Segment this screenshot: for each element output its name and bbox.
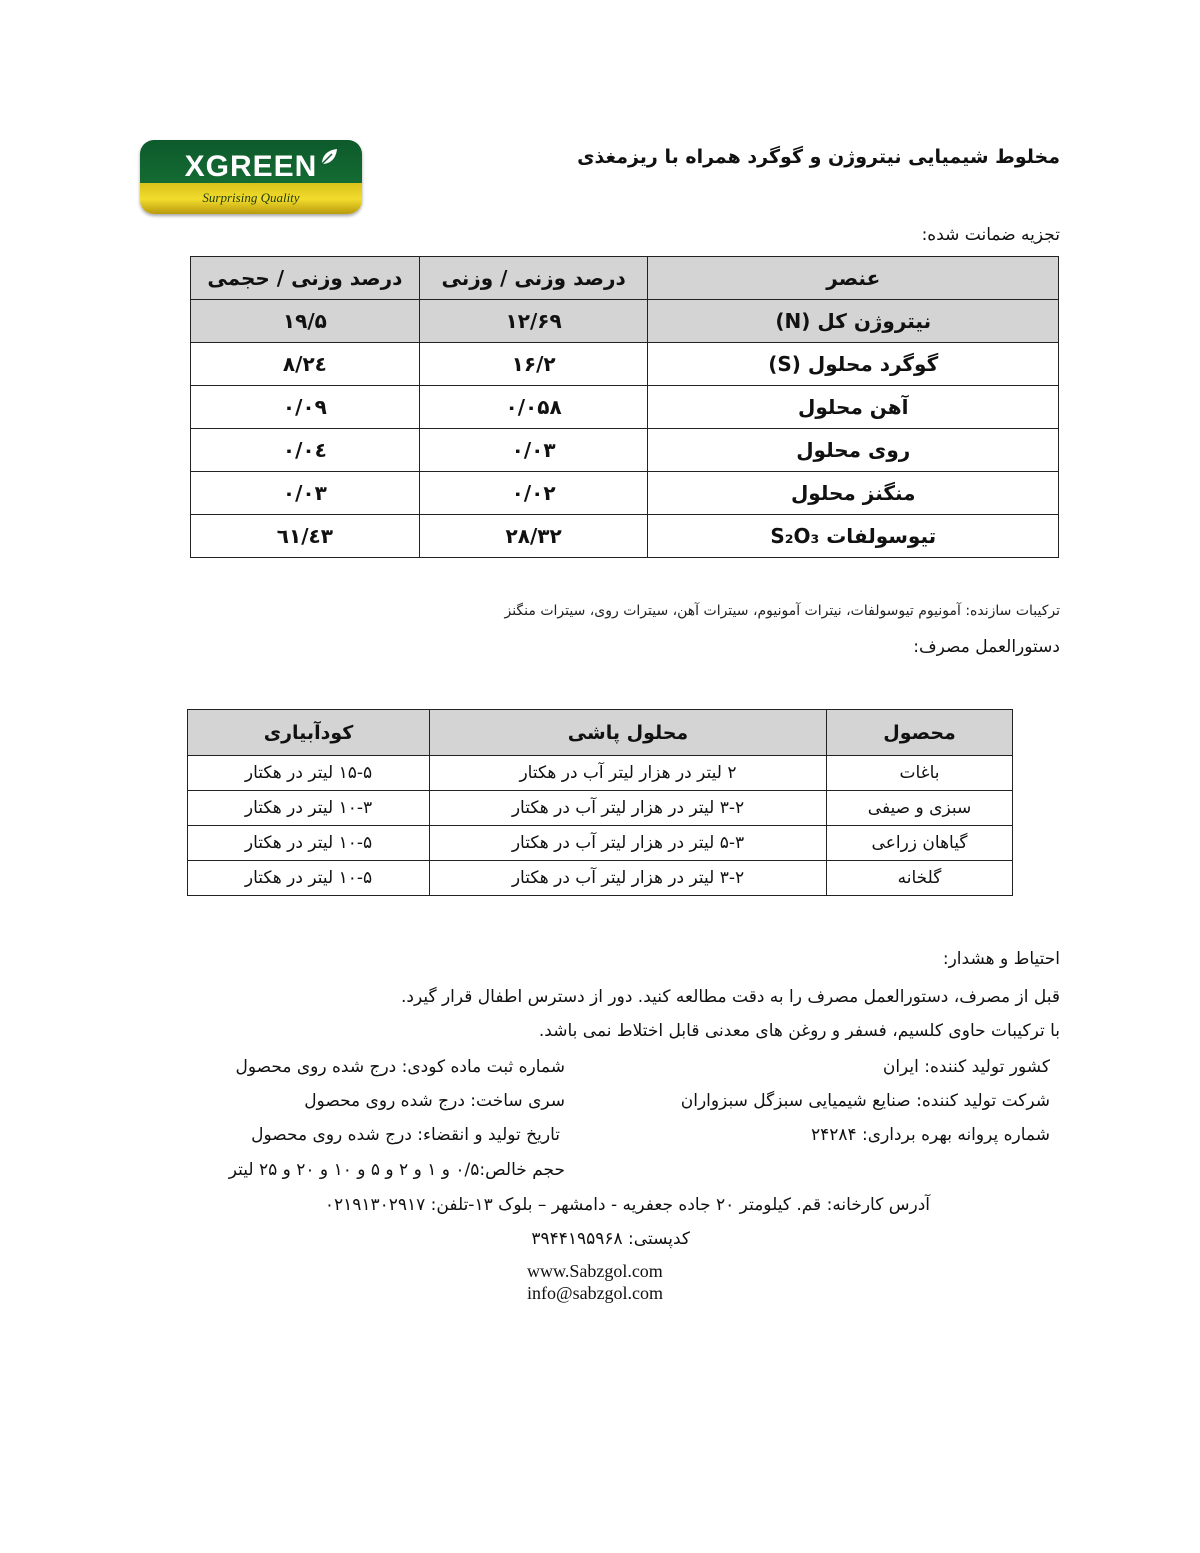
table-cell: ۱۵-۵ لیتر در هکتار (188, 756, 430, 791)
composition-text: ترکیبات سازنده: آمونیوم تیوسولفات، نیترات آمونیوم، سیترات آهن، سیترات روی، سیترات منگنز (504, 603, 1060, 619)
warning-line-2: با ترکیبات حاوی کلسیم، فسفر و روغن های معدنی قابل اختلاط نمی باشد. (538, 1021, 1060, 1041)
table-cell: تیوسولفات S₂O₃ (648, 515, 1059, 558)
postal-code-text: کدپستی: ۳۹۴۴۱۹۵۹۶۸ (531, 1229, 690, 1249)
table-row (188, 791, 1013, 826)
table-row (188, 861, 1013, 896)
analysis-label: تجزیه ضمانت شده: (921, 225, 1060, 245)
table-cell: ۲۸/۳۲ (419, 515, 648, 558)
column-header: کودآبیاری (188, 710, 430, 756)
logo-wordmark: XGREEN (184, 150, 318, 183)
table-cell: ۰/۰۳ (419, 429, 648, 472)
page-title: مخلوط شیمیایی نیتروژن و گوگرد همراه با ریزمغذی (577, 146, 1060, 168)
table-row (188, 826, 1013, 861)
table-cell: ۳-۲ لیتر در هزار لیتر آب در هکتار (430, 791, 827, 826)
table-cell: ۲ لیتر در هزار لیتر آب در هکتار (430, 756, 827, 791)
table-row (191, 429, 1059, 472)
table-cell: منگنز محلول (648, 472, 1059, 515)
registration-text: شماره ثبت ماده کودی: درج شده روی محصول (235, 1057, 565, 1077)
table-cell: روی محلول (648, 429, 1059, 472)
usage-label: دستورالعمل مصرف: (913, 637, 1060, 657)
column-header: درصد وزنی / وزنی (419, 257, 648, 300)
table-cell: ۰/۰۲ (419, 472, 648, 515)
table-cell: ۱۰-۵ لیتر در هکتار (188, 861, 430, 896)
table-cell: ۰/۰۵۸ (419, 386, 648, 429)
table-cell: ٤۳/٦۱ (191, 515, 420, 558)
table-cell: گوگرد محلول (S) (648, 343, 1059, 386)
table-cell: ۱۶/۲ (419, 343, 648, 386)
volume-text: حجم خالص:۰/۵ و ۱ و ۲ و ۵ و ۱۰ و ۲۰ و ۲۵ لیتر (228, 1160, 565, 1180)
table-cell: ۵-۳ لیتر در هزار لیتر آب در هکتار (430, 826, 827, 861)
table-row (188, 756, 1013, 791)
table-cell: ۱۰-۵ لیتر در هکتار (188, 826, 430, 861)
table-cell: گیاهان زراعی (827, 826, 1013, 861)
table-cell: ۰/۰۳ (191, 472, 420, 515)
table-header-row (191, 257, 1059, 300)
warning-line-1: قبل از مصرف، دستورالعمل مصرف را به دقت مطالعه کنید. دور از دسترس اطفال قرار گیرد. (400, 987, 1060, 1007)
table-row (191, 472, 1059, 515)
table-cell: ۲٤/۸ (191, 343, 420, 386)
warnings-label: احتیاط و هشدار: (942, 949, 1060, 969)
table-cell: ۳-۲ لیتر در هزار لیتر آب در هکتار (430, 861, 827, 896)
email-link[interactable]: info@sabzgol.com (527, 1283, 664, 1303)
column-header: محلول پاشی (430, 710, 827, 756)
table-cell: ۱۲/۶۹ (419, 300, 648, 343)
website-link[interactable]: www.Sabzgol.com (527, 1261, 663, 1281)
table-cell: ۰/۰٤ (191, 429, 420, 472)
table-cell: سبزی و صیفی (827, 791, 1013, 826)
dates-text: تاریخ تولید و انقضاء: درج شده روی محصول (251, 1125, 560, 1145)
table-row (191, 343, 1059, 386)
table-cell: باغات (827, 756, 1013, 791)
table-cell: ۱۹/۵ (191, 300, 420, 343)
address-text: آدرس کارخانه: قم. کیلومتر ۲۰ جاده جعفریه - دامشهر – بلوک ۱۳-تلفن: ۰۲۱۹۱۳۰۲۹۱۷ (324, 1195, 930, 1215)
table-cell: گلخانه (827, 861, 1013, 896)
table-row (191, 515, 1059, 558)
usage-table (187, 709, 1013, 896)
table-cell: آهن محلول (648, 386, 1059, 429)
column-header: محصول (827, 710, 1013, 756)
leaf-icon (318, 146, 340, 168)
logo-tagline: Surprising Quality (202, 190, 300, 205)
license-text: شماره پروانه بهره برداری: ۲۴۲۸۴ (810, 1125, 1050, 1145)
country-text: کشور تولید کننده: ایران (882, 1057, 1050, 1077)
table-header-row (188, 710, 1013, 756)
analysis-table (190, 256, 1059, 558)
table-cell: ۱۰-۳ لیتر در هکتار (188, 791, 430, 826)
brand-logo (140, 140, 362, 214)
batch-text: سری ساخت: درج شده روی محصول (304, 1091, 565, 1111)
company-text: شرکت تولید کننده: صنایع شیمیایی سبزگل سبزواران (680, 1091, 1050, 1111)
column-header: درصد وزنی / حجمی (191, 257, 420, 300)
column-header: عنصر (648, 257, 1059, 300)
table-cell: نیتروژن کل (N) (648, 300, 1059, 343)
table-row (191, 386, 1059, 429)
table-row (191, 300, 1059, 343)
table-cell: ۰/۰۹ (191, 386, 420, 429)
